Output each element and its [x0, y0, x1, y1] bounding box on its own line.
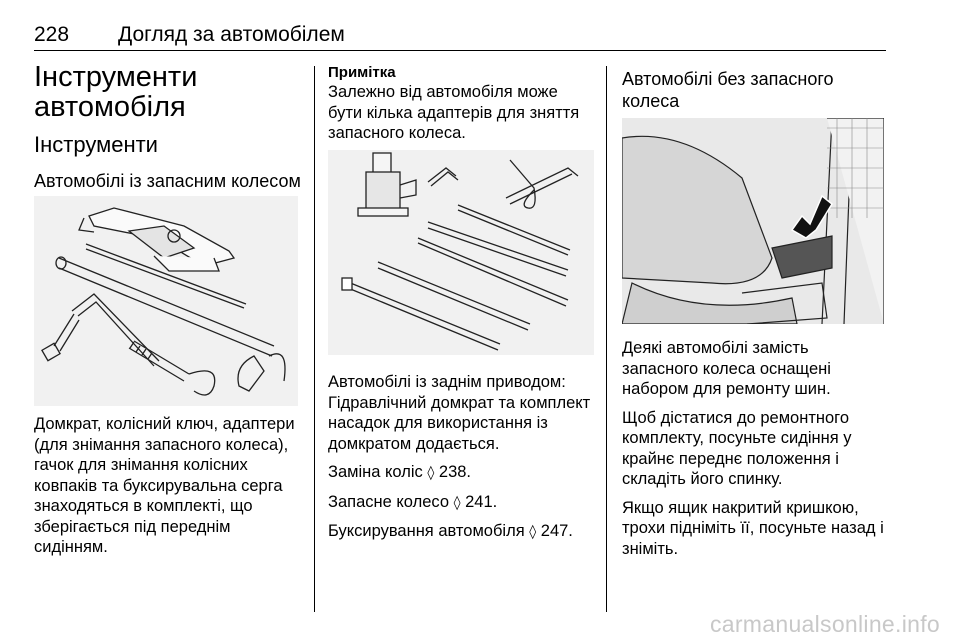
access-paragraph: Щоб дістатися до ремонтного комплекту, посуньте сидіння у крайнє переднє положення і складіть його спинку. — [622, 408, 852, 488]
column-2 — [328, 64, 594, 144]
subsection-heading: Автомобілі із запасним колесом — [34, 171, 301, 191]
repair-kit-paragraph: Деякі автомобілі замість запасного колеса оснащені набором для ремонту шин. — [622, 339, 831, 398]
ref-spare-wheel: Запасне колесо ◊ 241. — [328, 492, 498, 511]
column-3-text — [622, 338, 886, 567]
note-text: Залежно від автомобіля може бути кілька адаптерів для зняття запасного колеса. — [328, 83, 580, 142]
hydraulic-jack-tools-drawing — [328, 150, 594, 355]
column-2-text — [328, 372, 596, 551]
jack-wrench-tools-drawing — [34, 196, 298, 406]
reference-arrow-icon: ◊ — [529, 524, 537, 540]
column-1 — [34, 62, 304, 192]
column-divider-1 — [314, 66, 315, 612]
section-heading: Інструменти — [34, 132, 158, 157]
reference-arrow-icon: ◊ — [453, 494, 461, 511]
tool-kit-illustration — [34, 196, 298, 406]
ref-towing: Буксирування автомобіля ◊ 247. — [328, 522, 573, 540]
column-3 — [622, 68, 886, 112]
page-number: 228 — [34, 23, 70, 46]
rwd-paragraph: Автомобілі із заднім приводом: Гідравлічний домкрат та комплект насадок для використання із домкратом додається. — [328, 373, 591, 453]
note-heading: Примітка — [328, 64, 396, 81]
reference-arrow-icon: ◊ — [427, 465, 435, 481]
header-rule — [34, 50, 886, 51]
page-header — [34, 22, 345, 48]
no-spare-heading: Автомобілі без запасного колеса — [622, 69, 834, 111]
ref-wheel-change: Заміна коліс ◊ 238. — [328, 463, 472, 481]
watermark: carmanualsonline.info — [709, 611, 940, 637]
cover-paragraph: Якщо ящик накритий кришкою, трохи підніміть її, посуньте назад і зніміть. — [622, 498, 884, 558]
column-divider-2 — [606, 66, 607, 612]
page-title: Інструменти автомобіля — [34, 61, 198, 123]
hydraulic-jack-illustration — [328, 150, 594, 355]
seat-storage-drawing — [622, 118, 884, 324]
seat-compartment-illustration — [622, 118, 884, 324]
running-title: Догляд за автомобілем — [118, 23, 345, 46]
tool-kit-caption: Домкрат, колісний ключ, адаптери (для знімання запасного колеса), гачок для знімання колісних ковпаків та буксирувальна серга знаходяться в комплекті, що зберігається під переднім сидінням. — [34, 415, 295, 556]
caption-block — [34, 414, 302, 566]
